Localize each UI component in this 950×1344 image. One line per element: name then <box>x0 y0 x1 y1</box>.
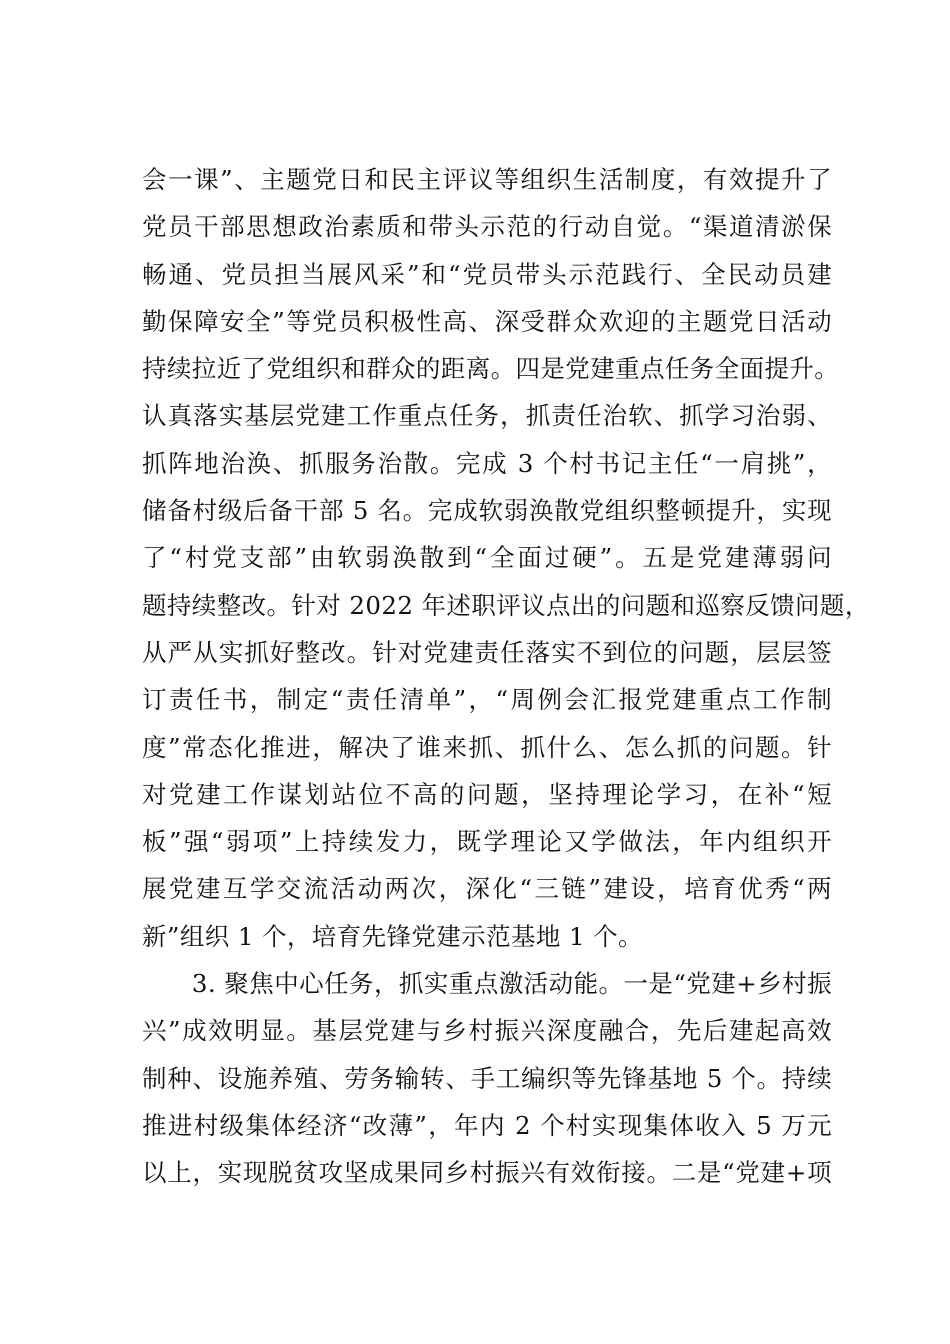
text-line: 板”强“弱项”上持续发力，既学理论又学做法，年内组织开 <box>142 827 832 857</box>
text-line: 会一课”、主题党日和民主评议等组织生活制度，有效提升了 <box>142 165 832 194</box>
text-line: 从严从实抓好整改。针对党建责任落实不到位的问题，层层签 <box>142 637 832 667</box>
text-line: 持续拉近了党组织和群众的距离。四是党建重点任务全面提升。 <box>142 354 840 384</box>
text-line: 制种、设施养殖、劳务输转、手工编织等先锋基地 5 个。持续 <box>142 1063 832 1093</box>
body-text <box>142 156 870 1197</box>
text-line: 推进村级集体经济“改薄”，年内 2 个村实现集体收入 5 万元 <box>142 1110 832 1140</box>
text-line: 订责任书，制定“责任清单”，“周例会汇报党建重点工作制 <box>142 685 832 715</box>
text-line: 勤保障安全”等党员积极性高、深受群众欢迎的主题党日活动 <box>142 306 832 336</box>
text-line-paragraph-end: 新”组织 1 个，培育先锋党建示范基地 1 个。 <box>142 921 643 951</box>
text-line: 抓阵地治涣、抓服务治散。完成 3 个村书记主任“一肩挑”， <box>142 448 832 478</box>
text-line: 储备村级后备干部 5 名。完成软弱涣散党组织整顿提升，实现 <box>142 496 832 526</box>
text-line: 认真落实基层党建工作重点任务，抓责任治软、抓学习治弱、 <box>142 401 832 431</box>
text-line: 题持续整改。针对 2022 年述职评议点出的问题和巡察反馈问题， <box>142 590 870 620</box>
text-line: 了“村党支部”由软弱涣散到“全面过硬”。五是党建薄弱问 <box>142 543 832 573</box>
text-line: 展党建互学交流活动两次，深化“三链”建设，培育优秀“两 <box>142 874 832 904</box>
text-line: 对党建工作谋划站位不高的问题，坚持理论学习，在补“短 <box>142 779 832 809</box>
text-line-paragraph-start: 3. 聚焦中心任务，抓实重点激活动能。一是“党建+乡村振 <box>142 969 832 999</box>
text-line: 度”常态化推进，解决了谁来抓、抓什么、怎么抓的问题。针 <box>142 732 832 762</box>
text-line: 党员干部思想政治素质和带头示范的行动自觉。“渠道清淤保 <box>142 212 832 242</box>
text-line: 畅通、党员担当展风采”和“党员带头示范践行、全民动员建 <box>142 259 832 289</box>
text-line: 兴”成效明显。基层党建与乡村振兴深度融合，先后建起高效 <box>142 1016 832 1046</box>
text-line: 以上，实现脱贫攻坚成果同乡村振兴有效衔接。二是“党建+项 <box>142 1158 832 1188</box>
